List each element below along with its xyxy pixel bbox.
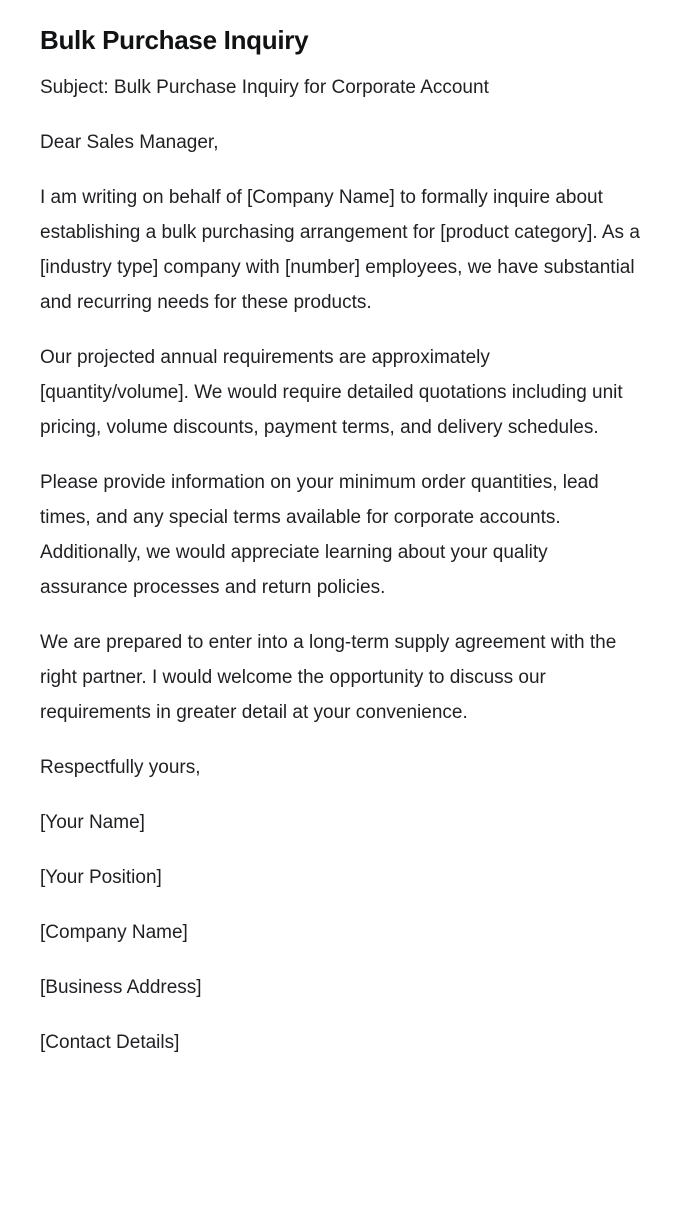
signature-your-position: [Your Position] bbox=[40, 867, 162, 888]
signature-business-address: [Business Address] bbox=[40, 977, 202, 998]
body-paragraph-4: We are prepared to enter into a long-term supply agreement with the right partner. I would welcome the opportunity to discuss our requirements in greater detail at your convenience. bbox=[40, 632, 617, 723]
closing-line: Respectfully yours, bbox=[40, 757, 201, 778]
salutation: Dear Sales Manager, bbox=[40, 132, 219, 153]
signature-block bbox=[40, 805, 640, 1060]
page-title: Bulk Purchase Inquiry bbox=[40, 25, 309, 55]
letter-body bbox=[40, 70, 640, 1060]
signature-contact-details: [Contact Details] bbox=[40, 1032, 180, 1053]
body-paragraph-2: Our projected annual requirements are approximately [quantity/volume]. We would require detailed quotations including unit pricing, volume discounts, payment terms, and delivery schedules. bbox=[40, 347, 623, 438]
body-paragraph-1: I am writing on behalf of [Company Name] to formally inquire about establishing a bulk purchasing arrangement for [product category]. As a [industry type] company with [number] employees, we have substantial and recurring needs for these products. bbox=[40, 187, 640, 313]
signature-your-name: [Your Name] bbox=[40, 812, 145, 833]
signature-company-name: [Company Name] bbox=[40, 922, 188, 943]
subject-line: Subject: Bulk Purchase Inquiry for Corporate Account bbox=[40, 77, 489, 98]
body-paragraph-3: Please provide information on your minimum order quantities, lead times, and any special terms available for corporate accounts. Additionally, we would appreciate learning about your quality assurance processes and return policies. bbox=[40, 472, 599, 598]
